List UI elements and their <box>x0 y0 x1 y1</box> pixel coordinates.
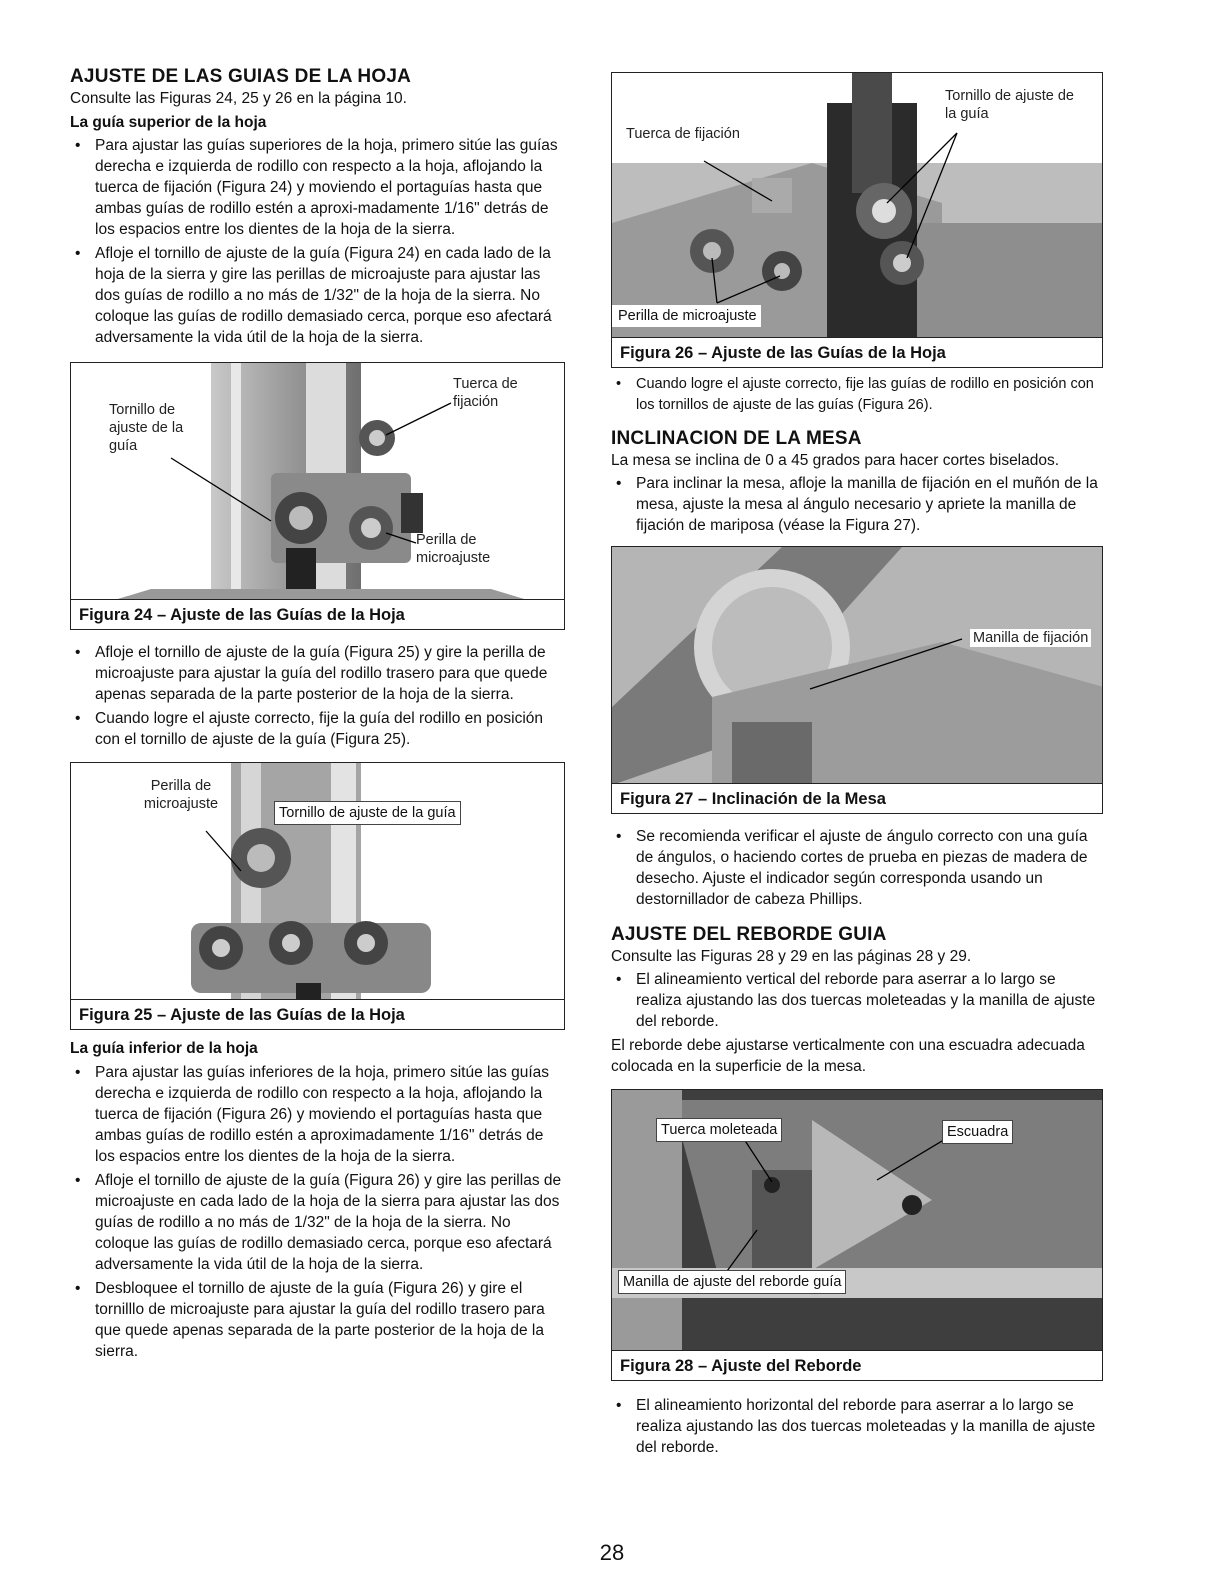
list-item: • El alineamiento vertical del reborde para aserrar a lo largo se realiza ajustando las dos tuercas moleteadas y la manilla de ajuste del reborde. <box>611 969 1103 1032</box>
figure-28-caption: Figura 28 – Ajuste del Reborde <box>612 1350 1102 1380</box>
figure-27-illustration <box>612 547 1103 814</box>
subsection-title-upper: La guía superior de la hoja <box>70 114 267 131</box>
upper-bullets <box>70 135 565 348</box>
section-intro: Consulte las Figuras 28 y 29 en las páginas 28 y 29. <box>611 948 972 965</box>
label-handle: Manilla de fijación <box>970 629 1091 647</box>
list-item: • El alineamiento horizontal del reborde para aserrar a lo largo se realiza ajustando las dos tuercas moleteadas y la manilla de ajuste del reborde. <box>611 1395 1103 1458</box>
lower-bullets <box>70 1062 565 1362</box>
label-nut: Tuerca de fijación <box>453 376 518 410</box>
label-knob: Perilla de microajuste <box>611 305 761 327</box>
label-handle: Manilla de ajuste del reborde guía <box>618 1270 846 1294</box>
label-square: Escuadra <box>942 1120 1013 1144</box>
list-item: • Cuando logre el ajuste correcto, fije la guía del rodillo en posición con el tornillo de ajuste de la guía (Figura 25). <box>70 708 565 750</box>
list-item: • Afloje el tornillo de ajuste de la guía (Figura 24) en cada lado de la hoja de la sierra y gire las perillas de microajuste para ajustar las dos guías de rodillo a no más de 1/32" de la hoja de la sierra. No coloque las guías de rodillo demasiado cerca, porque eso afectará adversamente la vida útil de la hoja de la sierra. <box>70 243 565 348</box>
section-intro: La mesa se inclina de 0 a 45 grados para hacer cortes biselados. <box>611 452 1060 469</box>
sec3-paragraph: El reborde debe ajustarse verticalmente con una escuadra adecuada colocada en la superficie de la mesa. <box>611 1037 1085 1075</box>
sec2-bullets <box>611 473 1103 536</box>
list-item: • Para ajustar las guías inferiores de la hoja, primero sitúe las guías derecha e izquierda de rodillo con respecto a la hoja, aflojando la tuerca de fijación (Figura 26) y moviendo el portaguías hasta que ambas guías de rodillo estén a aproximadamente 1/16" detrás de los espacios entre los dientes de la hoja de la sierra. <box>70 1062 565 1167</box>
list-item: • Desbloquee el tornillo de ajuste de la guía (Figura 26) y gire el tornilllo de microajuste para ajustar la guía del rodillo trasero para que quede apenas separada de la parte posterior de la hoja de la sierra. <box>70 1278 565 1362</box>
label-knob: Perilla de microajuste <box>416 532 491 566</box>
list-item: • Cuando logre el ajuste correcto, fije las guías de rodillo en posición con los tornillos de ajuste de las guías (Figura 26). <box>611 374 1103 416</box>
list-item: • Afloje el tornillo de ajuste de la guía (Figura 26) y gire las perillas de microajuste en cada lado de la hoja de la sierra para ajustar las dos guías de rodillo a no más de 1/32" de la hoja de la sierra. No coloque las guías de rodillo demasiado cerca, porque eso afectará adversamente la vida útil de la hoja de la sierra. <box>70 1170 565 1275</box>
page-number: 28 <box>599 1540 625 1565</box>
mid-bullets <box>70 642 565 750</box>
sec3-bullets <box>611 969 1103 1032</box>
figure-26 <box>611 72 1103 368</box>
right-column <box>611 72 1103 1461</box>
fig27-bullets <box>611 826 1103 910</box>
label-nut: Tuerca de fijación <box>626 126 740 142</box>
list-item: • Se recomienda verificar el ajuste de ángulo correcto con una guía de ángulos, o haciendo cortes de prueba en piezas de madera de desecho. Ajuste el indicador según corresponda usando un destornillador de cabeza Phillips. <box>611 826 1103 910</box>
figure-27-caption: Figura 27 – Inclinación de la Mesa <box>612 783 1102 813</box>
section-title-blade-guides: AJUSTE DE LAS GUIAS DE LA HOJA <box>70 66 412 87</box>
fig28-bullets <box>611 1395 1103 1458</box>
subsection-title-lower: La guía inferior de la hoja <box>70 1040 258 1057</box>
figure-25-caption: Figura 25 – Ajuste de las Guías de la Hoja <box>71 999 564 1029</box>
figure-28 <box>611 1089 1103 1381</box>
list-item: • Para inclinar la mesa, afloje la manilla de fijación en el muñón de la mesa, ajuste la mesa al ángulo necesario y apriete la manilla de fijación de mariposa (véase la Figura 27). <box>611 473 1103 536</box>
label-screw: Tornillo de ajuste de la guía <box>945 88 1074 122</box>
label-screw: Tornillo de ajuste de la guía <box>274 801 461 825</box>
left-column <box>70 66 565 1365</box>
label-knob: Perilla de microajuste <box>143 778 219 812</box>
list-item: • Afloje el tornillo de ajuste de la guía (Figura 25) y gire la perilla de microajuste para ajustar la guía del rodillo trasero para que quede apenas separada de la parte posterior de la hoja de la sierra. <box>70 642 565 705</box>
label-screw: Tornillo de ajuste de la guía <box>109 402 184 454</box>
section-intro: Consulte las Figuras 24, 25 y 26 en la página 10. <box>70 90 407 107</box>
figure-24 <box>70 362 565 630</box>
fig26-bullets <box>611 374 1103 416</box>
figure-27 <box>611 546 1103 814</box>
figure-25 <box>70 762 565 1030</box>
list-item: • Para ajustar las guías superiores de la hoja, primero sitúe las guías derecha e izquierda de rodillo con respecto a la hoja, aflojando la tuerca de fijación (Figura 24) y moviendo el portaguías hasta que ambas guías de rodillo estén a aproxi-madamente 1/16" detrás de los espacios entre los dientes de la hoja de la sierra. <box>70 135 565 240</box>
label-nut: Tuerca moleteada <box>656 1118 782 1142</box>
figure-24-caption: Figura 24 – Ajuste de las Guías de la Hoja <box>71 599 564 629</box>
section-title-table-tilt: INCLINACION DE LA MESA <box>611 428 862 449</box>
section-title-fence: AJUSTE DEL REBORDE GUIA <box>611 924 887 945</box>
figure-26-caption: Figura 26 – Ajuste de las Guías de la Hoja <box>612 337 1102 367</box>
